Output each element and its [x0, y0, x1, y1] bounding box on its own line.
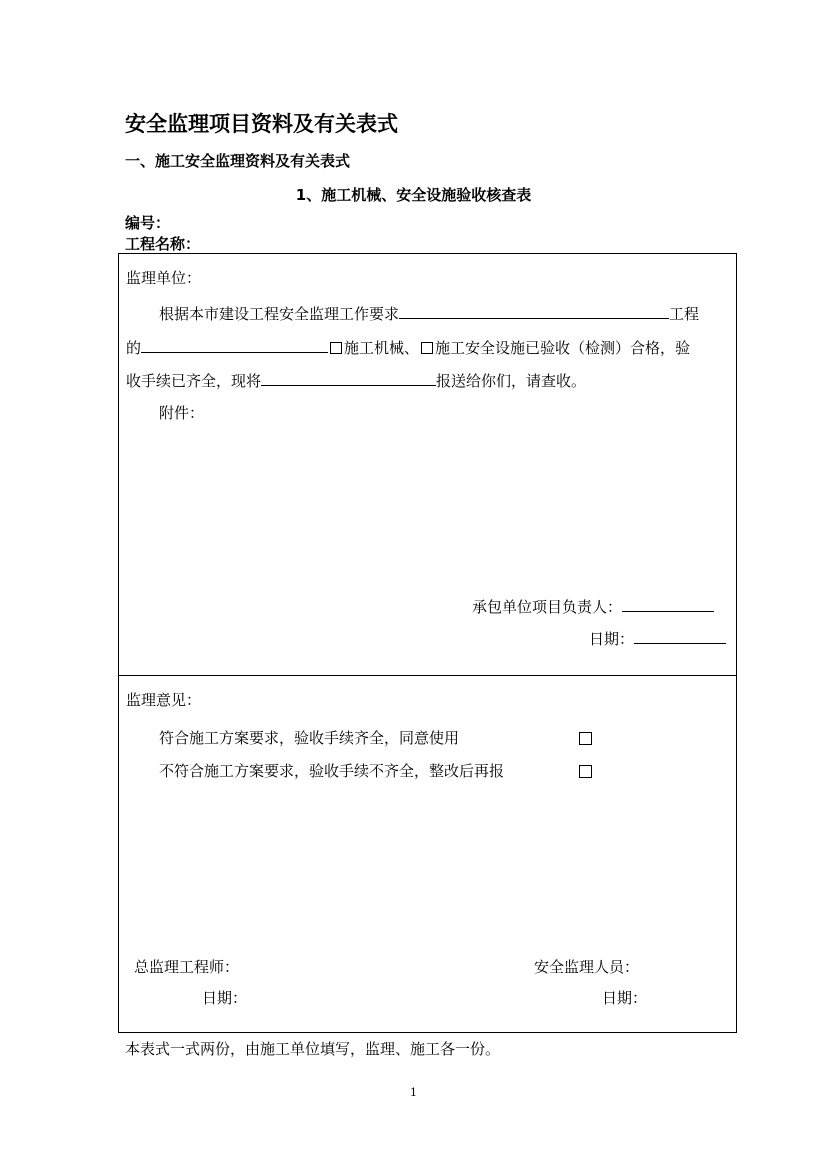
option-approve-text: 符合施工方案要求，验收手续齐全，同意使用	[159, 729, 460, 747]
machinery-checkbox[interactable]	[330, 342, 342, 354]
paragraph-text: 的	[126, 339, 142, 357]
paragraph-text: 工程	[669, 305, 700, 323]
attachment-label: 附件：	[159, 404, 205, 422]
page-number: 1	[410, 1086, 417, 1099]
paragraph-text: 施工机械、	[344, 339, 420, 357]
opinion-label: 监理意见：	[126, 691, 202, 709]
contractor-date-blank[interactable]	[634, 629, 726, 644]
chief-date-label: 日期：	[202, 989, 248, 1007]
contractor-date-row	[589, 628, 726, 649]
safety-supervisor-label: 安全监理人员：	[534, 958, 640, 976]
form-title: 1、施工机械、安全设施验收核查表	[295, 186, 532, 204]
contractor-signature-row	[472, 596, 714, 617]
contractor-label: 承包单位项目负责人：	[472, 598, 623, 616]
paragraph-text: 报送给你们，请查收。	[436, 372, 587, 390]
date-label: 日期：	[589, 630, 635, 648]
section-heading: 一、施工安全监理资料及有关表式	[125, 152, 351, 170]
document-title: 安全监理项目资料及有关表式	[125, 112, 398, 136]
paragraph-text: 收手续已齐全，现将	[126, 372, 262, 390]
supervision-unit-label: 监理单位：	[126, 269, 202, 287]
option-reject-text: 不符合施工方案要求，验收手续不齐全，整改后再报	[159, 762, 505, 780]
facility-checkbox[interactable]	[421, 342, 433, 354]
location-blank[interactable]	[141, 338, 328, 353]
project-name-label: 工程名称：	[125, 235, 201, 253]
number-label: 编号：	[125, 214, 171, 232]
submission-section	[118, 253, 737, 676]
paragraph-line-3	[126, 370, 586, 391]
chief-engineer-label: 总监理工程师：	[134, 958, 240, 976]
paragraph-text: 施工安全设施已验收（检测）合格，验	[435, 339, 691, 357]
safety-date-label: 日期：	[602, 989, 648, 1007]
paragraph-line-2	[126, 337, 690, 358]
submission-blank[interactable]	[261, 371, 436, 386]
approve-checkbox[interactable]	[579, 732, 592, 745]
opinion-section	[118, 675, 737, 1033]
contractor-blank[interactable]	[622, 597, 714, 612]
project-blank[interactable]	[399, 304, 669, 319]
paragraph-text: 根据本市建设工程安全监理工作要求	[159, 305, 400, 323]
reject-checkbox[interactable]	[579, 765, 592, 778]
footer-note: 本表式一式两份，由施工单位填写，监理、施工各一份。	[125, 1040, 501, 1058]
paragraph-line-1	[159, 303, 699, 324]
